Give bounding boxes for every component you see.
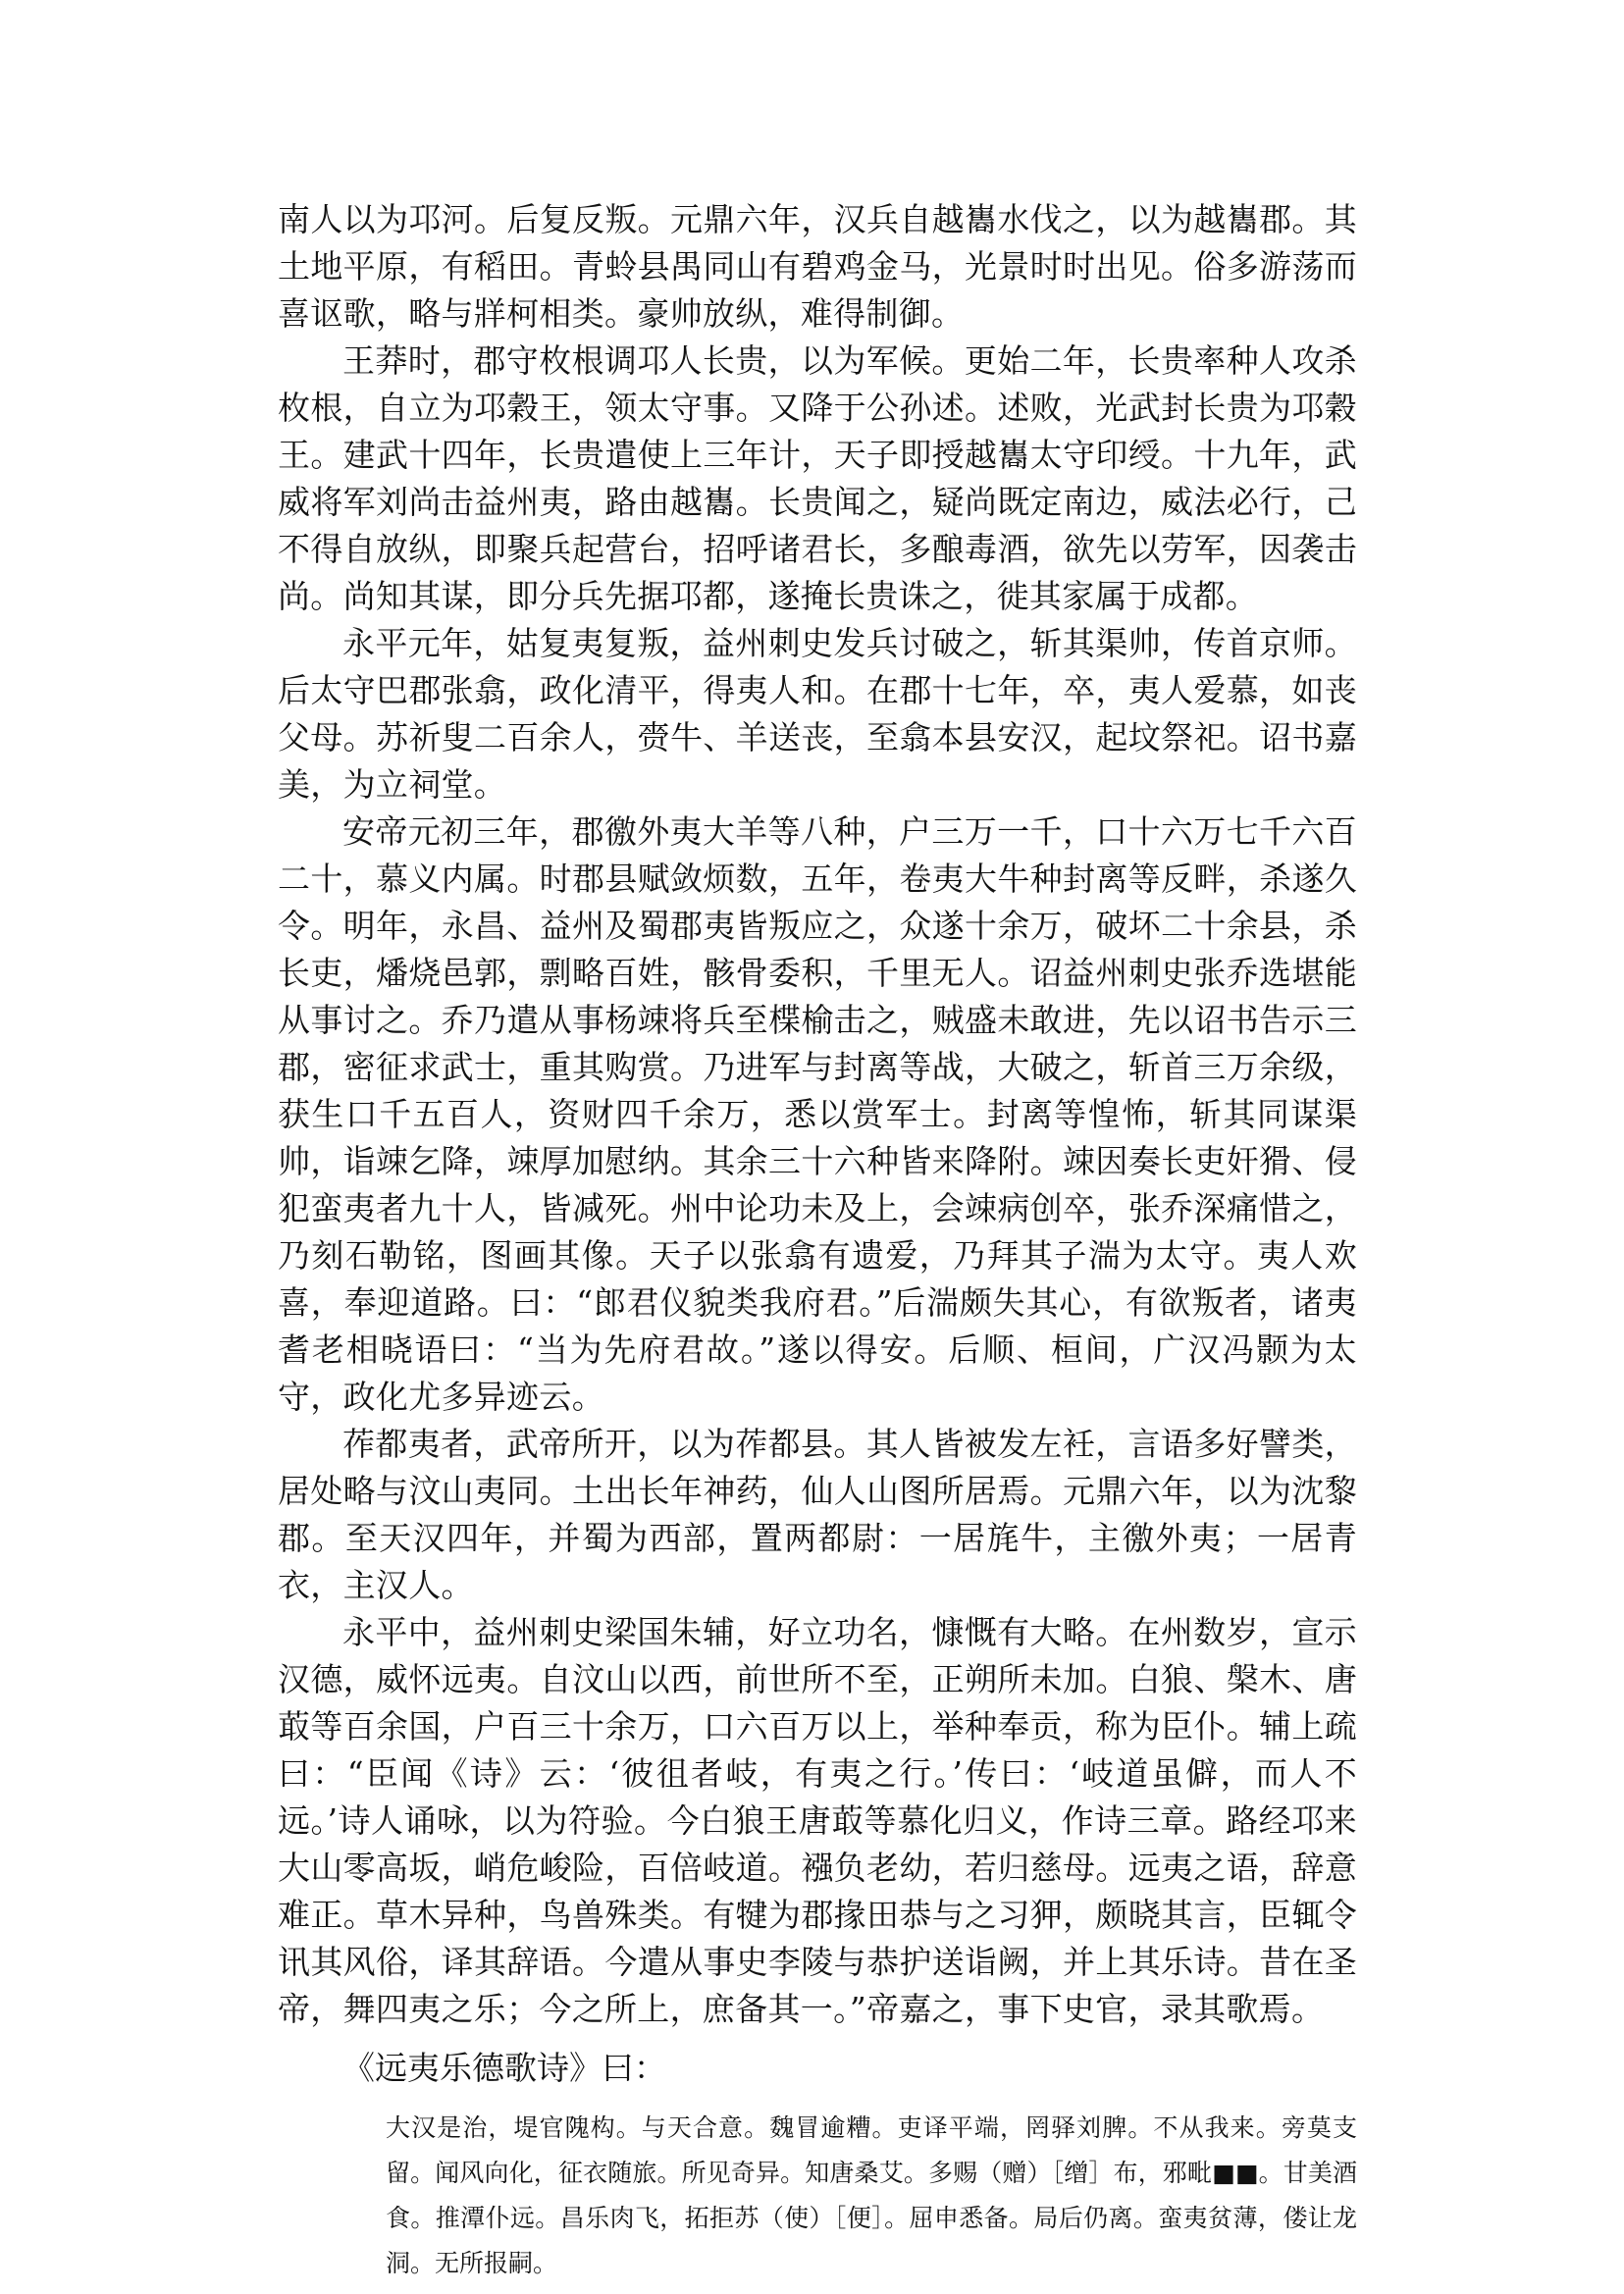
document-page — [278, 196, 1357, 2286]
paragraph-4: 安帝元初三年，郡徼外夷大羊等八种，户三万一千，口十六万七千六百二十，慕义内属。时郡县赋敛烦数，五年，卷夷大牛种封离等反畔，杀遂久令。明年，永昌、益州及蜀郡夷皆叛应之，众遂十余万，破坏二十余县，杀长吏，燔烧邑郭，剽略百姓，骸骨委积，千里无人。诏益州刺史张乔选堪能从事讨之。乔乃遣从事杨竦将兵至楪榆击之，贼盛未敢进，先以诏书告示三郡，密征求武士，重其购赏。乃进军与封离等战，大破之，斩首三万余级，获生口千五百人，资财四千余万，悉以赏军士。封离等惶怖，斩其同谋渠帅，诣竦乞降，竦厚加慰纳。其余三十六种皆来降附。竦因奏长吏奸猾、侵犯蛮夷者九十人，皆减死。州中论功未及上，会竦病创卒，张乔深痛惜之，乃刻石勒铭，图画其像。天子以张翕有遗爱，乃拜其子湍为太守。夷人欢喜，奉迎道路。曰：“郎君仪貌类我府君。”后湍颇失其心，有欲叛者，诸夷耆老相晓语曰：“当为先府君故。”遂以得安。后顺、桓间，广汉冯颢为太守，政化尤多异迹云。 — [278, 812, 1357, 1416]
poem-title: 《远夷乐德歌诗》曰： — [342, 2049, 666, 2087]
paragraph-3: 永平元年，姑复夷复叛，益州刺史发兵讨破之，斩其渠帅，传首京师。后太守巴郡张翕，政化清平，得夷人和。在郡十七年，卒，夷人爱慕，如丧父母。苏祈叟二百余人，赍牛、羊送丧，至翕本县安汉，起坟祭祀。诏书嘉美，为立祠堂。 — [278, 624, 1357, 804]
paragraph-2: 王莽时，郡守枚根调邛人长贵，以为军候。更始二年，长贵率种人攻杀枚根，自立为邛穀王，领太守事。又降于公孙述。述败，光武封长贵为邛穀王。建武十四年，长贵遣使上三年计，天子即授越巂太守印绶。十九年，武威将军刘尚击益州夷，路由越巂。长贵闻之，疑尚既定南边，威法必行，己不得自放纵，即聚兵起营台，招呼诸君长，多酿毒酒，欲先以劳军，因袭击尚。尚知其谋，即分兵先据邛都，遂掩长贵诛之，徙其家属于成都。 — [278, 341, 1357, 615]
paragraph-6: 永平中，益州刺史梁国朱辅，好立功名，慷慨有大略。在州数岁，宣示汉德，威怀远夷。自汶山以西，前世所不至，正朔所未加。白狼、槃木、唐菆等百余国，户百三十余万，口六百万以上，举种奉贡，称为臣仆。辅上疏曰：“臣闻《诗》云：‘彼徂者岐，有夷之行。’传曰：‘岐道虽僻，而人不远。’诗人诵咏，以为符验。今白狼王唐菆等慕化归义，作诗三章。路经邛来大山零高坂，峭危峻险，百倍岐道。襁负老幼，若归慈母。远夷之语，辞意难正。草木异种，鸟兽殊类。有犍为郡掾田恭与之习狎，颇晓其言，臣辄令讯其风俗，译其辞语。今遣从事史李陵与恭护送诣阙，并上其乐诗。昔在圣帝，舞四夷之乐；今之所上，庶备其一。”帝嘉之，事下史官，录其歌焉。 — [278, 1613, 1357, 2028]
paragraph-5: 莋都夷者，武帝所开，以为莋都县。其人皆被发左衽，言语多好譬类，居处略与汶山夷同。土出长年神药，仙人山图所居焉。元鼎六年，以为沈黎郡。至天汉四年，并蜀为西部，置两都尉：一居旄牛，主徼外夷；一居青衣，主汉人。 — [278, 1425, 1357, 1604]
paragraph-1: 南人以为邛河。后复反叛。元鼎六年，汉兵自越巂水伐之，以为越巂郡。其土地平原，有稻田。青蛉县禺同山有碧鸡金马，光景时时出见。俗多游荡而喜讴歌，略与牂柯相类。豪帅放纵，难得制御。 — [278, 200, 1357, 333]
poem-text: 大汉是治，堤官隗构。与天合意。魏冒逾糟。吏译平端，罔驿刘脾。不从我来。旁莫支留。闻风向化，征衣随旅。所见奇异。知唐桑艾。多赐（赠）［缯］布，邪毗■■。甘美酒食。推潭仆远。昌乐肉飞，拓拒苏（使）［便］。屈申悉备。局后仍离。蛮夷贫薄，偻让龙洞。无所报嗣。 — [386, 2113, 1357, 2277]
